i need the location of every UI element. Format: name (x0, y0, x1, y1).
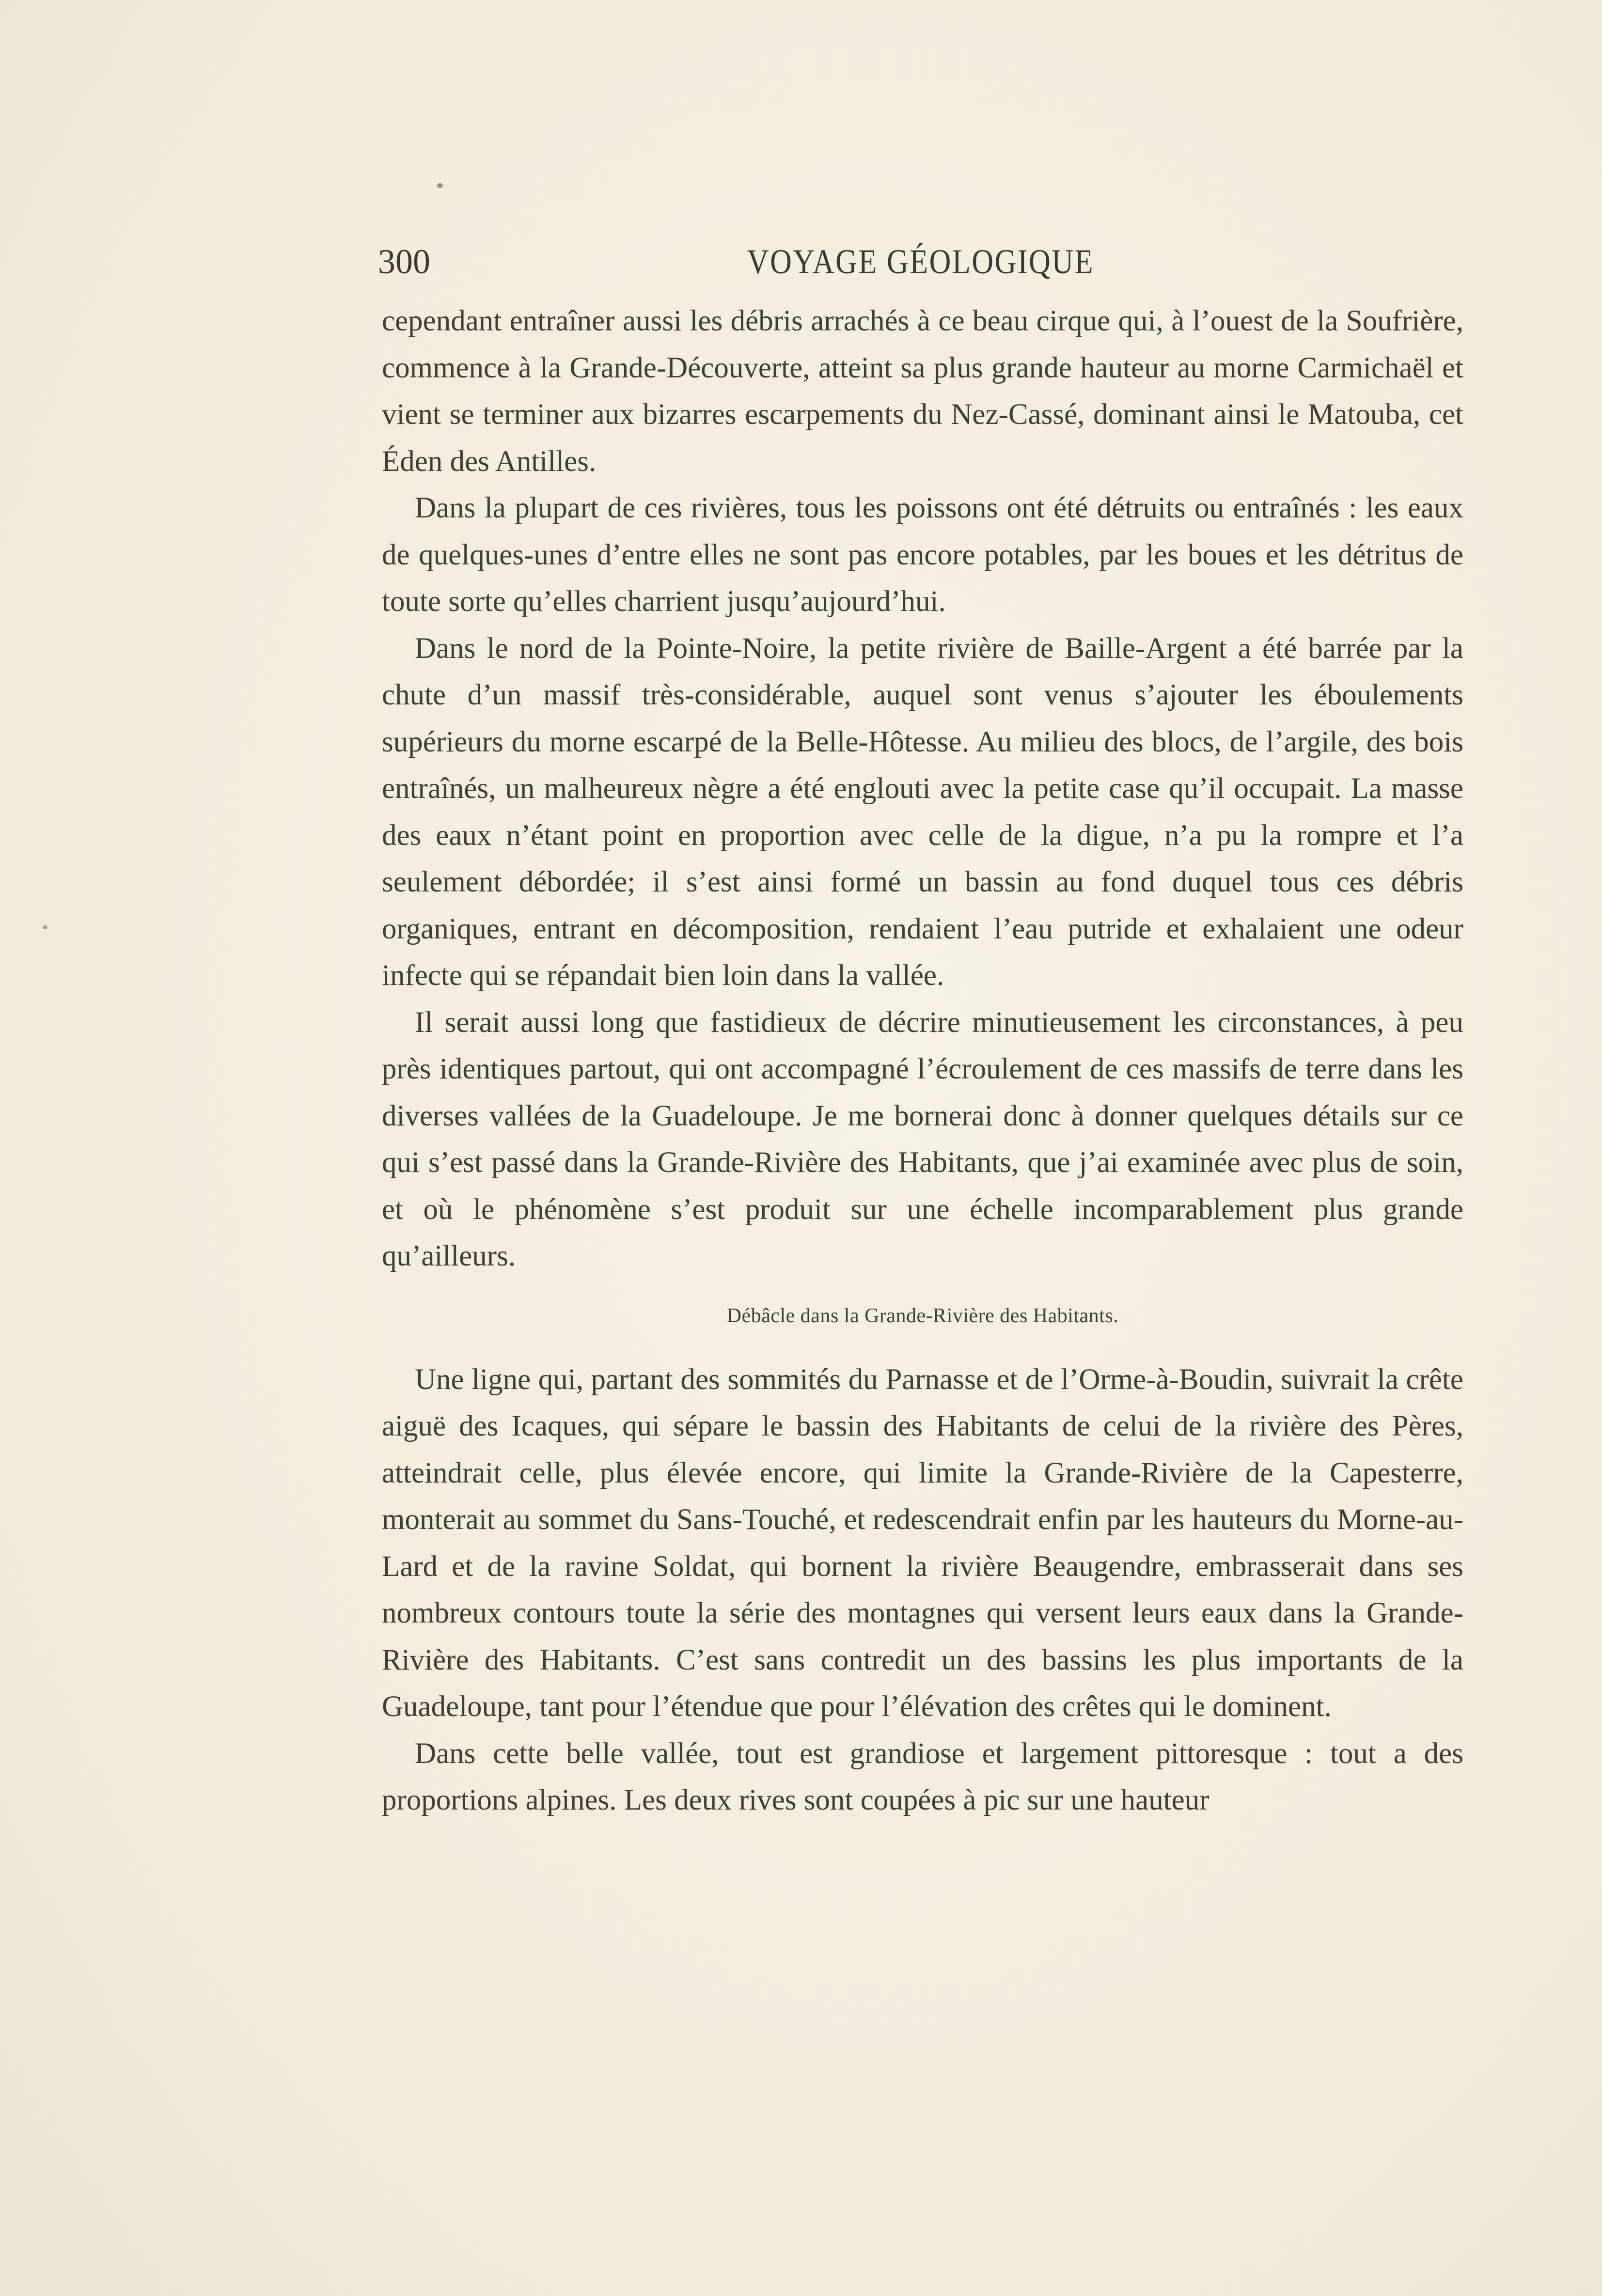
paragraph: cependant entraîner aussi les débris arrachés à ce beau cirque qui, à l’ouest de la Soufrière, commence à la Grande-Découverte, atteint sa plus grande hauteur au morne Carmichaël et vient se terminer aux bizarres escarpements du Nez-Cassé, dominant ainsi le Matouba, cet Éden des Antilles. (382, 305, 1463, 478)
page-header (378, 237, 1463, 291)
paragraph: Dans cette belle vallée, tout est grandiose et largement pittoresque : tout a des proportions alpines. Les deux rives sont coupées à pic sur une hauteur (382, 1737, 1463, 1816)
section-subheading: Débâcle dans la Grande-Rivière des Habitants. (726, 1304, 1119, 1327)
paragraph: Il serait aussi long que fastidieux de décrire minutieusement les circonstances, à peu près identiques partout, qui ont accompagné l’écroulement de ces massifs de terre dans les diverses vallées de la Guadeloupe. Je me bornerai donc à donner quelques détails sur ce qui s’est passé dans la Grande-Rivière des Habitants, que j’ai examinée avec plus de soin, et où le phénomène s’est produit sur une échelle incomparablement plus grande qu’ailleurs. (382, 1006, 1463, 1272)
paragraph: Une ligne qui, partant des sommités du Parnasse et de l’Orme-à-Boudin, suivrait la crête aiguë des Icaques, qui sépare le bassin des Habitants de celui de la rivière des Pères, atteindrait celle, plus élevée encore, qui limite la Grande-Rivière de la Capesterre, monterait au sommet du Sans-Touché, et redescendrait enfin par les hauteurs du Morne-au-Lard et de la ravine Soldat, qui bornent la rivière Beaugendre, embrasserait dans ses nombreux contours toute la série des montagnes qui versent leurs eaux dans la Grande-Rivière des Habitants. C’est sans contredit un des bassins les plus importants de la Guadeloupe, tant pour l’étendue que pour l’élévation des crêtes qui le dominent. (382, 1363, 1463, 1723)
running-title: VOYAGE GÉOLOGIQUE (747, 242, 1095, 281)
paragraph: Dans le nord de la Pointe-Noire, la petite rivière de Baille-Argent a été barrée par la chute d’un massif très-considérable, auquel sont venus s’ajouter les éboulements supérieurs du morne escarpé de la Belle-Hôtesse. Au milieu des blocs, de l’argile, des bois entraînés, un malheureux nègre a été englouti avec la petite case qu’il occupait. La masse des eaux n’étant point en proportion avec celle de la digue, n’a pu la rompre et l’a seulement débordée; il s’est ainsi formé un bassin au fond duquel tous ces débris organiques, entrant en décomposition, rendaient l’eau putride et exhalaient une odeur infecte qui se répandait bien loin dans la vallée. (382, 632, 1463, 992)
ink-spot (43, 925, 47, 929)
paragraph: Dans la plupart de ces rivières, tous les poissons ont été détruits ou entraînés : les eaux de quelques-unes d’entre elles ne sont pas encore potables, par les boues et les détritus de toute sorte qu’elles charrient jusqu’aujourd’hui. (382, 492, 1463, 618)
ink-spot (437, 183, 443, 188)
body-text (382, 298, 1463, 1824)
page-number: 300 (378, 242, 430, 281)
